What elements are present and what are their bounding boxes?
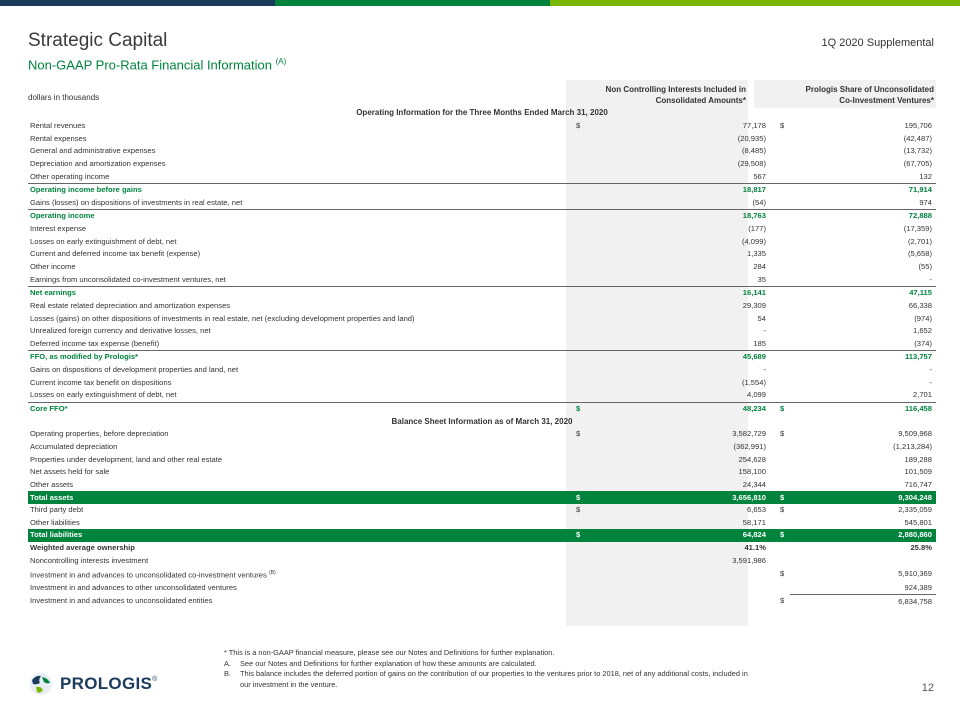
registered-mark: ® (152, 676, 158, 683)
col1-currency (570, 312, 586, 325)
table-row (28, 170, 936, 183)
col1-value: 54 (757, 313, 766, 323)
table-row (28, 554, 936, 567)
row-label: Real estate related depreciation and amortization expenses (30, 300, 231, 310)
section-header-row (28, 415, 936, 428)
col2-value: 716,747 (904, 479, 932, 489)
table-row (28, 158, 936, 171)
col2-currency: $ (774, 491, 790, 504)
col2-currency (774, 261, 790, 274)
table-row (28, 273, 936, 286)
col2-value: 72,888 (790, 210, 936, 223)
col2-currency: $ (780, 429, 785, 439)
table-row (28, 145, 936, 158)
col1-value: 1,335 (746, 249, 766, 259)
col1-value: 64,824 (586, 529, 774, 542)
row-label: Gains on dispositions of development properties and land, net (30, 365, 239, 375)
footnote-b-text: This balance includes the deferred portion of gains on the contribution of our properties to the ventures prior to 2018, net of any additional costs, included in (240, 669, 748, 678)
col1-value: 48,234 (586, 402, 774, 415)
table-row (28, 504, 936, 517)
col2-currency (774, 338, 790, 351)
table-row (28, 595, 936, 608)
col2-value: (55) (918, 262, 932, 271)
supplemental-label: 1Q 2020 Supplemental (821, 37, 934, 49)
col2-value: 132 (919, 171, 932, 181)
footnote-b-cont (224, 680, 748, 691)
table-row (28, 491, 936, 504)
row-label: Other income (30, 262, 76, 271)
col1-currency (570, 517, 586, 530)
col1-currency (570, 223, 586, 236)
col1-currency (570, 542, 586, 555)
col1-header-line1: Non Controlling Interests Included in (605, 85, 746, 94)
row-label: Other operating income (30, 171, 110, 181)
col1-value (586, 582, 774, 595)
col1-value: 58,171 (742, 517, 766, 527)
col1-value: - (763, 326, 766, 336)
col1-currency (570, 196, 586, 209)
col2-header-line1: Prologis Share of Unconsolidated (805, 85, 934, 94)
row-label: Losses on early extinguishment of debt, net (30, 236, 177, 246)
row-label: Gains (losses) on dispositions of investments in real estate, net (30, 197, 243, 207)
col1-currency (570, 376, 586, 389)
col2-value: 25.8% (910, 543, 932, 553)
col1-value: 45,689 (586, 351, 774, 364)
row-label-note: (B) (268, 570, 276, 577)
table-row (28, 223, 936, 236)
col2-currency (774, 210, 790, 223)
table-row (28, 479, 936, 492)
col1-currency (570, 479, 586, 492)
row-label: FFO, as modified by Prologis* (28, 351, 570, 364)
table-row (28, 428, 936, 441)
table-row (28, 210, 936, 223)
col1-currency (570, 273, 586, 286)
col1-currency: $ (570, 402, 586, 415)
col1-currency: $ (576, 429, 581, 439)
col2-value: 2,880,860 (790, 529, 936, 542)
table-row (28, 120, 936, 133)
footnote-star: * This is a non-GAAP financial measure, please see our Notes and Definitions for further explanation. (224, 648, 555, 657)
subtitle-note: (A) (275, 57, 287, 66)
col2-currency (774, 542, 790, 555)
col2-currency: $ (780, 120, 785, 130)
col1-currency (570, 300, 586, 313)
row-label: Investment in and advances to other unconsolidated ventures (30, 583, 237, 593)
col1-value: 3,656,810 (586, 491, 774, 504)
col2-value: 6,834,758 (898, 596, 932, 606)
col2-value: 189,288 (904, 454, 932, 464)
table-row (28, 466, 936, 479)
col2-currency (774, 453, 790, 466)
col1-value: 567 (753, 171, 766, 181)
row-label: Core FFO* (28, 402, 570, 415)
col2-value: (374) (914, 338, 932, 348)
row-label: Earnings from unconsolidated co-investment ventures, net (30, 274, 226, 284)
col2-value: 101,509 (904, 467, 932, 477)
col2-value: 9,304,248 (790, 491, 936, 504)
col1-value: (1,554) (741, 377, 766, 387)
col2-currency (774, 248, 790, 261)
table-row (28, 300, 936, 313)
col1-value: (29,508) (737, 158, 766, 168)
col1-value: 254,628 (738, 454, 766, 464)
col2-value: 195,706 (904, 120, 932, 130)
col1-currency (570, 248, 586, 261)
footnote-b-mark: B. (224, 669, 231, 678)
col1-currency: $ (576, 505, 581, 515)
col2-currency (774, 479, 790, 492)
col1-currency: $ (570, 529, 586, 542)
table-row (28, 517, 936, 530)
col2-currency (774, 158, 790, 171)
col1-value: 41.1% (744, 543, 766, 553)
col1-value: 6,653 (746, 505, 766, 515)
col2-value: 5,910,369 (898, 569, 932, 579)
col2-value: 1,652 (912, 326, 932, 336)
row-label: Current income tax benefit on dispositions (30, 377, 172, 387)
row-label: Rental expenses (30, 133, 87, 143)
row-label: Net earnings (28, 286, 570, 299)
logo-text: PROLOGIS (60, 674, 153, 693)
col1-value: 3,582,729 (732, 429, 766, 439)
row-label: Operating properties, before depreciation (30, 429, 169, 439)
footnote-b-text-2: our investment in the venture. (240, 679, 338, 689)
col1-value: 77,178 (742, 120, 766, 130)
section-header-row (28, 107, 936, 120)
col2-currency (774, 235, 790, 248)
footnote-a-mark: A. (224, 658, 231, 668)
col2-currency: $ (780, 596, 785, 606)
col1-value: (4,099) (741, 236, 766, 246)
col1-currency (570, 453, 586, 466)
row-label: Operating income before gains (28, 183, 570, 196)
col1-currency (570, 132, 586, 145)
row-label: Properties under development, land and other real estate (30, 454, 223, 464)
col2-value: (1,213,284) (893, 441, 932, 451)
col2-value: (42,487) (903, 133, 932, 143)
top-bar-navy (0, 0, 275, 6)
table-row (28, 402, 936, 415)
col2-header (754, 84, 934, 106)
table-row (28, 248, 936, 261)
col2-header-line2: Co-Investment Ventures* (839, 96, 934, 105)
col2-currency (774, 183, 790, 196)
row-label: Other liabilities (30, 517, 80, 527)
col2-value: 113,757 (790, 351, 936, 364)
col2-currency (774, 145, 790, 158)
row-label: Operating income (28, 210, 570, 223)
col2-value: 545,801 (904, 517, 932, 527)
col1-currency: $ (570, 491, 586, 504)
col1-value: 16,141 (586, 286, 774, 299)
col2-currency: $ (774, 402, 790, 415)
row-label: Unrealized foreign currency and derivative losses, net (30, 326, 211, 336)
col2-value: (2,701) (907, 236, 932, 246)
col1-currency (570, 441, 586, 454)
row-label: Investment in and advances to unconsolidated entities (30, 596, 213, 606)
row-label: Total liabilities (28, 529, 570, 542)
col1-currency (570, 183, 586, 196)
col2-currency (774, 312, 790, 325)
row-label: Weighted average ownership (30, 543, 135, 553)
col1-currency (570, 338, 586, 351)
col2-currency (774, 441, 790, 454)
col2-value: 66,338 (908, 300, 932, 310)
col1-currency (570, 170, 586, 183)
col2-currency: $ (780, 569, 785, 579)
col2-currency: $ (780, 505, 785, 515)
col2-currency (774, 196, 790, 209)
globe-icon (28, 672, 54, 696)
col2-currency (774, 376, 790, 389)
col1-currency (570, 389, 586, 402)
col1-value: 284 (753, 262, 766, 271)
col2-currency (774, 273, 790, 286)
row-label: Losses on early extinguishment of debt, net (30, 390, 177, 400)
top-color-bar (0, 0, 960, 6)
col1-value: 4,099 (746, 390, 766, 400)
row-label: Noncontrolling interests investment (30, 555, 149, 565)
col1-currency (570, 364, 586, 377)
table-row (28, 196, 936, 209)
table-row (28, 529, 936, 542)
table-row (28, 582, 936, 595)
col1-value: 18,817 (586, 183, 774, 196)
table-row (28, 312, 936, 325)
col2-value: 924,389 (790, 582, 936, 595)
col1-currency (570, 145, 586, 158)
col2-value: 71,914 (790, 183, 936, 196)
table-row (28, 183, 936, 196)
footnote-b (224, 669, 748, 680)
row-label: Accumulated depreciation (30, 441, 118, 451)
col1-value: - (763, 365, 766, 375)
section-header: Balance Sheet Information as of March 31, 2020 (391, 416, 573, 426)
col1-currency (570, 567, 586, 582)
col2-currency (774, 517, 790, 530)
col2-value (790, 554, 936, 567)
col1-currency: $ (576, 120, 581, 130)
col2-currency: $ (774, 529, 790, 542)
col1-currency (570, 210, 586, 223)
table-row (28, 441, 936, 454)
row-label: Losses (gains) on other dispositions of investments in real estate, net (excluding development properties and land) (30, 313, 415, 323)
row-label-text: Investment in and advances to unconsolidated co-investment ventures (30, 570, 267, 580)
top-bar-lime (550, 0, 960, 6)
col2-currency (774, 466, 790, 479)
col1-currency (570, 466, 586, 479)
col1-currency (570, 286, 586, 299)
col1-value: 35 (757, 274, 766, 284)
col2-value: (13,732) (903, 146, 932, 156)
col1-value (586, 567, 774, 582)
col2-currency (774, 170, 790, 183)
col1-value: 29,309 (742, 300, 766, 310)
col1-header (566, 84, 746, 106)
col2-currency (774, 223, 790, 236)
col2-value: 9,509,968 (898, 429, 932, 439)
top-bar-green (275, 0, 550, 6)
row-label: Total assets (28, 491, 570, 504)
table-row (28, 132, 936, 145)
col2-value: 116,458 (790, 402, 936, 415)
financial-table (28, 107, 936, 608)
row-label (28, 567, 570, 582)
col1-value (586, 595, 774, 608)
col2-value: (5,658) (907, 249, 932, 259)
col2-currency (774, 286, 790, 299)
row-label: Other assets (30, 479, 74, 489)
section-header: Operating Information for the Three Months Ended March 31, 2020 (356, 108, 608, 118)
table-row (28, 364, 936, 377)
row-label: Depreciation and amortization expenses (30, 158, 166, 168)
col2-currency (774, 351, 790, 364)
table-row (28, 286, 936, 299)
col2-value: 974 (919, 197, 932, 207)
col2-currency (774, 364, 790, 377)
col1-value: (8,485) (741, 146, 766, 156)
table-row (28, 453, 936, 466)
footnote-a (224, 659, 748, 670)
col1-currency (570, 261, 586, 274)
col2-currency (774, 389, 790, 402)
col1-currency (570, 235, 586, 248)
col2-value: (67,705) (903, 158, 932, 168)
units-label: dollars in thousands (28, 93, 100, 102)
col2-currency (774, 554, 790, 567)
page-title: Strategic Capital (28, 30, 168, 51)
col1-value: (362,991) (733, 441, 766, 451)
table-row (28, 338, 936, 351)
col1-currency (570, 554, 586, 567)
row-label: Deferred income tax expense (benefit) (30, 338, 160, 348)
row-label: Current and deferred income tax benefit (expense) (30, 249, 201, 259)
col1-currency (570, 325, 586, 338)
col1-value: 3,591,986 (732, 555, 766, 565)
table-row (28, 567, 936, 582)
page-subtitle (28, 57, 286, 72)
table-row (28, 235, 936, 248)
subtitle-text: Non-GAAP Pro-Rata Financial Information (28, 57, 272, 73)
row-label: Interest expense (30, 224, 87, 234)
col1-value: (177) (748, 224, 766, 234)
col2-value: - (929, 377, 932, 387)
col2-currency (774, 582, 790, 595)
col1-currency (570, 595, 586, 608)
col2-value: - (929, 274, 932, 284)
table-row (28, 351, 936, 364)
col2-currency (774, 300, 790, 313)
col2-currency (774, 132, 790, 145)
prologis-logo (28, 672, 157, 696)
col2-value: (974) (914, 313, 932, 323)
col1-value: 185 (753, 338, 766, 348)
col1-value: 158,100 (738, 467, 766, 477)
col2-value: - (929, 365, 932, 375)
col1-currency (570, 351, 586, 364)
col2-value: (17,359) (903, 224, 932, 234)
col2-value: 2,701 (912, 390, 932, 400)
col1-value: 18,763 (586, 210, 774, 223)
table-row (28, 325, 936, 338)
col1-value: (20,935) (737, 133, 766, 143)
row-label: General and administrative expenses (30, 146, 156, 156)
col1-header-line2: Consolidated Amounts* (655, 96, 746, 105)
footnotes (224, 648, 748, 690)
col2-currency (774, 325, 790, 338)
col1-currency (570, 158, 586, 171)
col1-currency (570, 582, 586, 595)
row-label: Rental revenues (30, 120, 86, 130)
col2-value: 47,115 (790, 286, 936, 299)
table-row (28, 542, 936, 555)
footnote-a-text: See our Notes and Definitions for further explanation of how these amounts are calculated. (240, 658, 537, 668)
table-row (28, 389, 936, 402)
col2-value: 2,335,059 (898, 505, 932, 515)
table-row (28, 261, 936, 274)
row-label: Third party debt (30, 505, 84, 515)
col1-value: (54) (752, 197, 766, 207)
row-label: Net assets held for sale (30, 467, 110, 477)
col1-value: 24,344 (742, 479, 766, 489)
page-number: 12 (921, 682, 934, 694)
table-row (28, 376, 936, 389)
